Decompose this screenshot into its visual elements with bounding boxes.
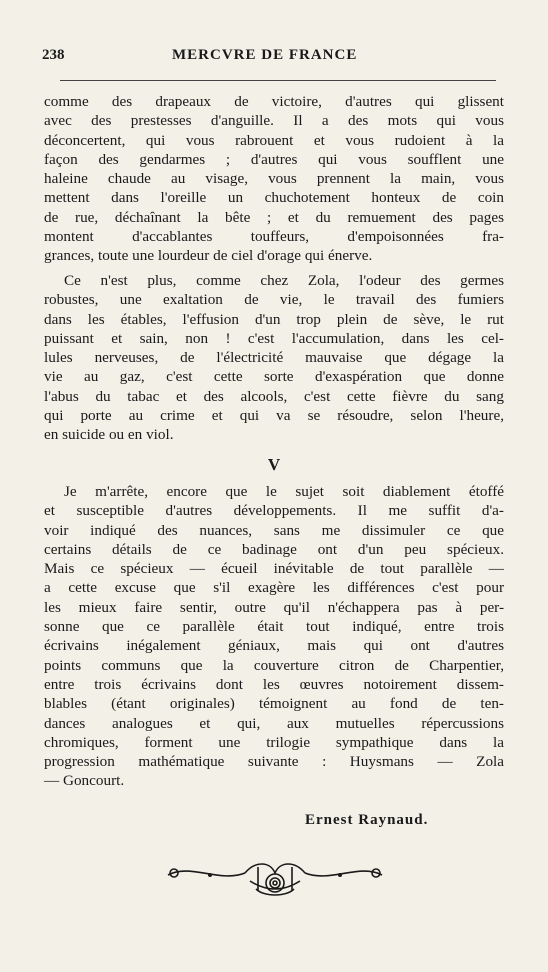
- text-line: lules nerveuses, de l'électricité mauvaise que dégage la: [44, 349, 504, 367]
- text-line: voir indiqué des nuances, sans me dissimuler ce que: [44, 521, 504, 539]
- text-line: Je m'arrête, encore que le sujet soit diablement étoffé: [64, 483, 504, 500]
- paragraph-1: [44, 92, 504, 266]
- text-line: les mieux faire sentir, outre qu'il n'échappera pas à per-: [44, 598, 504, 616]
- text-line: en suicide ou en viol.: [44, 426, 174, 444]
- text-line: l'abus du tabac et des alcools, c'est cette fièvre du sang: [44, 387, 504, 405]
- header-rule: [60, 80, 496, 81]
- text-line: comme des drapeaux de victoire, d'autres qui glissent: [44, 93, 504, 110]
- text-line: certains détails de ce badinage ont d'un peu spécieux.: [44, 540, 504, 558]
- text-line: points communs que la couverture citron de Charpentier,: [44, 656, 504, 674]
- text-line: montent d'accablantes touffeurs, d'empoisonnées fra-: [44, 228, 504, 246]
- text-line: a cette excuse que s'il exagère les différences c'est pour: [44, 579, 504, 597]
- text-line: mettent dans l'oreille un chuchotement honteux de coin: [44, 189, 504, 207]
- text-line: robustes, une exaltation de vie, le travail des fumiers: [44, 291, 504, 309]
- author-signature: Ernest Raynaud.: [305, 812, 429, 828]
- text-line: Ce n'est plus, comme chez Zola, l'odeur des germes: [64, 272, 504, 289]
- text-line: progression mathématique suivante : Huysmans — Zola: [44, 753, 504, 771]
- running-head: MERCVRE DE FRANCE: [172, 47, 358, 63]
- text-line: façon des gendarmes ; d'autres qui vous soufflent une: [44, 150, 504, 168]
- text-line: écrivains inégalement géniaux, mais qui ont d'autres: [44, 637, 504, 655]
- text-line: qui porte au crime et qui va se résoudre, selon l'heure,: [44, 407, 504, 425]
- text-line: entre trois écrivains dont les œuvres notoirement dissem-: [44, 675, 504, 693]
- ornament-tailpiece-icon: [160, 853, 390, 901]
- text-line: vie au gaz, c'est cette sorte d'exaspération que donne: [44, 368, 504, 386]
- text-line: Mais ce spécieux — écueil inévitable de tout parallèle —: [44, 560, 504, 578]
- paragraph-3: [44, 482, 504, 791]
- text-line: dances analogues et qui, aux mutuelles répercussions: [44, 714, 504, 732]
- text-line: et susceptible d'autres développements. Il me suffit d'a-: [44, 502, 504, 520]
- text-line: de rue, déchaînant la bête ; et du remuement des pages: [44, 208, 504, 226]
- page-number: 238: [42, 47, 65, 63]
- text-line: dans les étables, l'effusion d'un trop plein de sève, le rut: [44, 310, 504, 328]
- text-line: haleine chaude au visage, vous prennent la main, vous: [44, 170, 504, 188]
- text-line: sonne que ce parallèle était tout indiqué, entre trois: [44, 618, 504, 636]
- text-line: avec des prestesses d'anguille. Il a des mots qui vous: [44, 112, 504, 130]
- text-line: — Goncourt.: [44, 772, 125, 790]
- paragraph-2: [44, 271, 504, 445]
- text-line: blables (étant originales) témoignent au fond de ten-: [44, 695, 504, 713]
- text-line: puissant et sain, non ! c'est l'accumulation, dans les cel-: [44, 329, 504, 347]
- text-line: déconcertent, qui vous rabrouent et vous rudoient à la: [44, 131, 504, 149]
- section-heading: V: [267, 455, 281, 474]
- text-line: chromiques, forment une trilogie sympathique dans la: [44, 733, 504, 751]
- text-line: grances, toute une lourdeur de ciel d'orage qui énerve.: [44, 247, 373, 265]
